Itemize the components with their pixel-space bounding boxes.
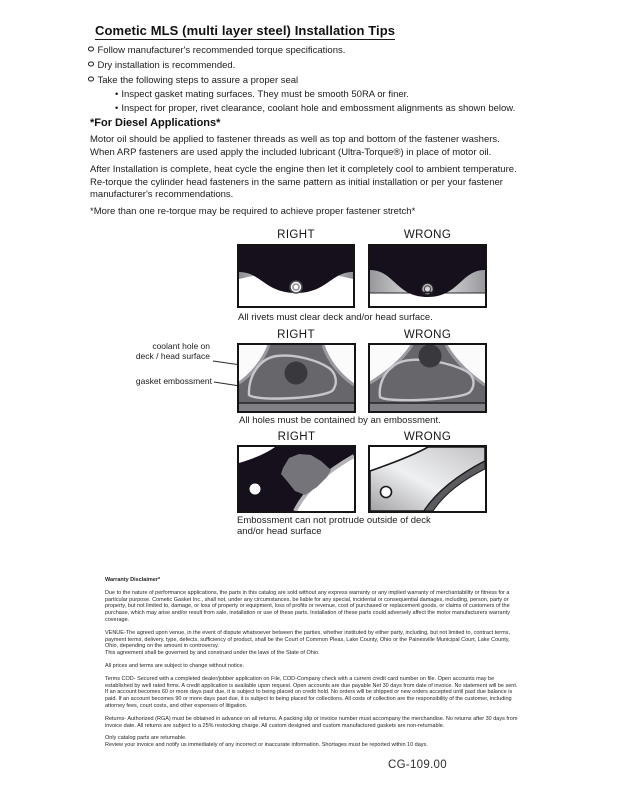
circle-bullet-icon [88,76,94,82]
warranty-paragraph: Due to the nature of performance applications, the parts in this catalog are sold without any express warranty or any implied warranty of merchantability or fitness for a particular purpose. Cometic Gasket Inc., shall not, under any circumstances, be liable for any special, incidental or consequential damages, including, person, party or property, but not limited to, damage, or loss of property or equipment, loss of profits or revenue, cost of purchased or replacement goods, or claims of customers of the purchase, which may arise and/or result from sale, installation or use of these parts. Installation of these parts could adversely affect the motor manufacturers warranty coverage. [105,589,510,623]
hole-wrong-illustration [370,345,485,411]
warranty-paragraph: Returns- Authorized (RGA) must be obtained in advance on all returns. A packing slip or invoice number must accompany the merchandise. No returns after 30 days from invoice date. All returns are subject to a 25% restocking charge. All custom designed and custom manufactured gaskets are non-returnable. [105,715,518,729]
diesel-paragraph-1: Motor oil should be applied to fastener threads as well as top and bottom of the fastener washers. When ARP fasteners are used apply the included lubricant (Ultra-Torque®) in place of motor oil. [90,134,500,158]
caption-line: and/or head surface [237,525,322,537]
annotation-line: deck / head surface [135,350,210,361]
bullet-text: Take the following steps to assure a proper seal [97,75,299,86]
right-label: RIGHT [277,329,315,341]
warranty-paragraph: Terms COD- Secured with a completed dealer/jobber application on File, COD-Company check with a current credit card number on file. Open accounts may be established by well rated firms. A credit application is available upon request. Open accounts are due payable Net 30 days from date of invoice. No statement will be sent. If an account becomes 60 or more days past due, it is subject to being placed on credit hold. No orders will be shipped or new orders accepted until past due balance is paid. If an account becomes 90 or more days past due, it is subject to being placed for collections. All costs of collection are the responsibility of the customer, including attorney fees, court costs, and other expenses of litigation. [105,675,518,709]
rivet-right-illustration [239,246,353,306]
annotation-gasket-embossment-label: gasket embossment [135,376,212,386]
dot-bullet-icon: • [115,103,119,114]
diagram-rivet-wrong [368,244,487,308]
sub-bullet-item [115,88,515,102]
caption-embossment [237,516,431,537]
diagram-embossment-right [237,445,356,513]
right-label: RIGHT [277,431,316,443]
bolt-hole-icon [250,484,261,495]
annotation-coolant-hole-label [130,342,210,361]
diagram-hole-wrong [368,343,487,413]
embossment-wrong-illustration [370,447,485,511]
bolt-hole-icon [381,487,392,498]
embossment-right-illustration [239,447,354,511]
diagram-hole-right [237,343,356,413]
tips-list [88,43,345,88]
wrong-label: WRONG [403,229,452,241]
bullet-text: Dry installation is recommended. [97,60,236,71]
annotation-line: coolant hole on [152,341,210,351]
warranty-paragraph: This agreement shall be governed by and construed under the laws of the State of Ohio. [105,650,320,657]
circle-bullet-icon [88,46,94,52]
bullet-item [88,43,345,58]
bullet-item [88,73,345,88]
wrong-label: WRONG [403,329,452,341]
warranty-paragraph: Only catalog parts are returnable. [105,735,187,742]
diagram-rivet-right [237,244,355,308]
caption-line: Embossment can not protrude outside of deck [237,515,431,526]
bullet-item [88,58,345,73]
caption-rivets: All rivets must clear deck and/or head surface. [238,312,433,323]
coolant-hole-icon [419,345,442,368]
hole-right-illustration [239,345,354,411]
diesel-heading: *For Diesel Applications* [90,117,221,129]
diesel-paragraph-2: After Installation is complete, heat cycle the engine then let it completely cool to ambient temperature. Re-torque the cylinder head fasteners in the same pattern as initial installation or per your fastener manufacturer's recommendations. [90,164,517,201]
retorque-note: *More than one re-torque may be required to achieve proper fastener stretch* [90,206,416,217]
page-number: CG-109.00 [388,759,447,771]
sub-bullet-text: Inspect gasket mating surfaces. They must be smooth 50RA or finer. [121,89,409,100]
warranty-paragraph: Review your invoice and notify us immediately of any incorrect or inaccurate information. Shortages must be reported within 10 days. [105,742,428,749]
warranty-disclaimer [105,577,521,749]
caption-holes: All holes must be contained by an embossment. [239,415,441,426]
right-label: RIGHT [277,229,315,241]
wrong-label: WRONG [403,431,452,443]
rivet-wrong-illustration [370,246,485,306]
sub-bullet-item [115,102,515,116]
dot-bullet-icon: • [115,89,119,100]
warranty-paragraph: All prices and terms are subject to change without notice. [105,662,245,669]
circle-bullet-icon [88,61,94,67]
coolant-hole-icon [285,362,308,385]
warranty-paragraph: VENUE-The agreed upon venue, in the event of dispute whatsoever between the parties, whether instituted by either party, including, but not limited to, contract terms, payment terms, delivery, type, defects, sufficiency of product, shall be the Court of Common Pleas, Lake County, Ohio or the Painesville Municipal Court, Lake County, Ohio, depending on the amount in controversy. [105,629,510,650]
page-title: Cometic MLS (multi layer steel) Installation Tips [95,23,396,38]
bullet-text: Follow manufacturer's recommended torque specifications. [97,45,346,56]
diagram-embossment-wrong [368,445,487,513]
warranty-heading: Warranty Disclaimer* [105,577,161,583]
tips-sublist [115,88,515,116]
sub-bullet-text: Inspect for proper, rivet clearance, coolant hole and embossment alignments as shown below. [121,103,516,114]
